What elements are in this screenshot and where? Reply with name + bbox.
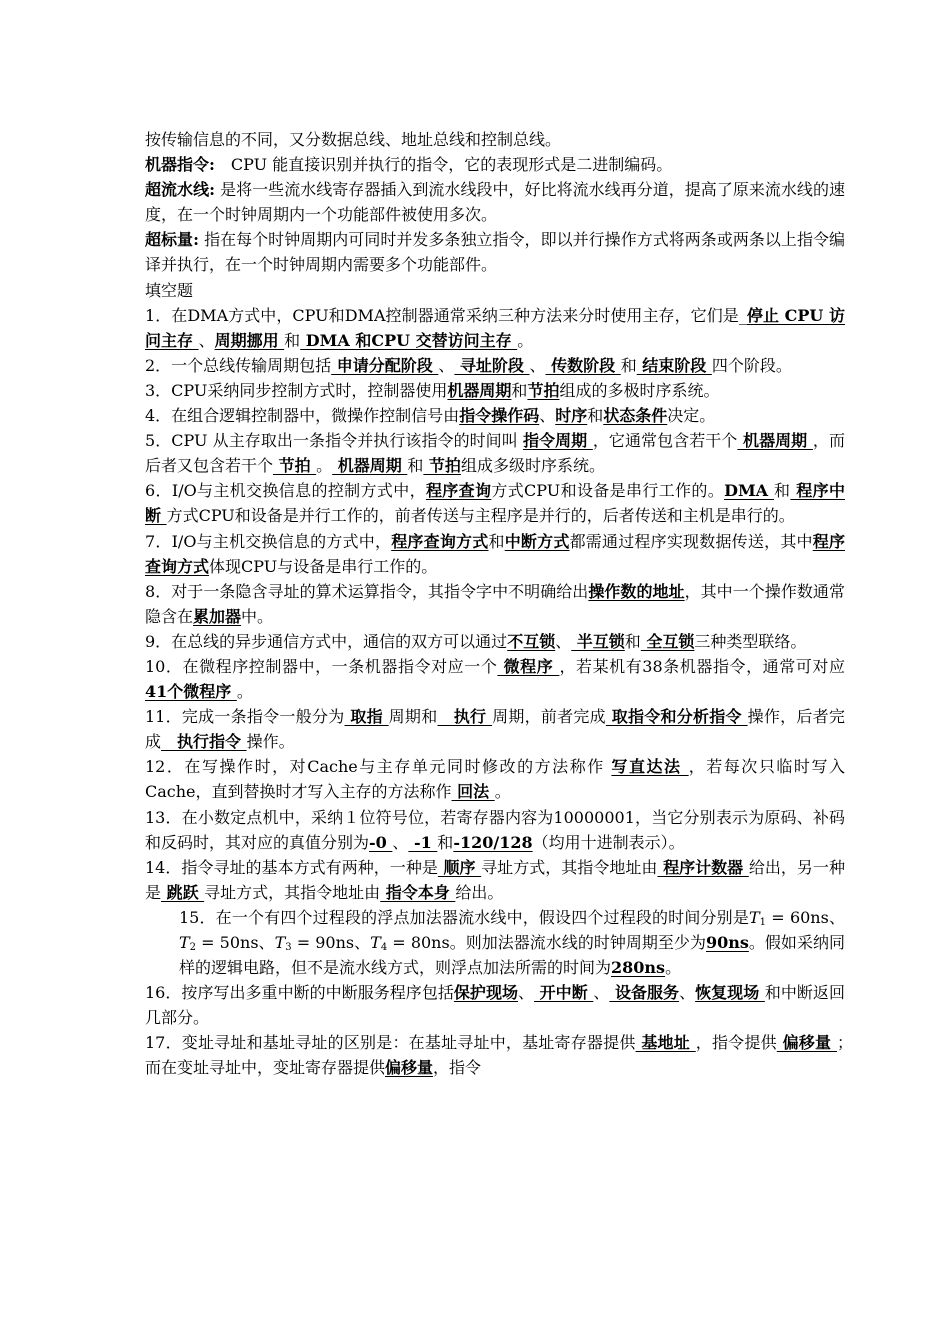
q-text: 周期和: [388, 707, 438, 727]
q-text: 寻址方式，其指令地址由: [204, 882, 381, 902]
def-superscalar: [145, 227, 845, 277]
q-text: = 50ns、: [196, 933, 275, 952]
q-text: = 60ns、: [766, 907, 845, 927]
q-text: 组成多级时序系统。: [460, 456, 605, 476]
q-text: 。假如采纳同样的逻辑电路，但不是流水线方式，则浮点加法所需的时间为: [179, 933, 845, 978]
q-text: 3．CPU采纳同步控制方式时，控制器使用: [145, 380, 448, 400]
q-text: 12．在写操作时，对Cache与主存单元同时修改的方法称作: [145, 757, 612, 777]
answer: 半互锁: [571, 631, 625, 651]
q-text: 和: [587, 406, 604, 426]
q-text: 中。: [241, 606, 274, 626]
question-17: [145, 1030, 862, 1080]
q-text: 、: [679, 983, 696, 1003]
answer: 偏移量: [776, 1033, 837, 1053]
question-9: [145, 629, 845, 654]
answer: 申请分配阶段: [331, 355, 439, 375]
q-text: 、: [392, 832, 409, 852]
answer: 指令周期: [522, 431, 593, 451]
q-text: ，它通常包含若干个: [592, 431, 738, 451]
answer: 41个微程序: [145, 682, 237, 702]
q-text: 16．按序写出多重中断的中断服务程序包括: [145, 983, 454, 1003]
question-13: [145, 805, 845, 855]
term: 超流水线:: [145, 180, 215, 200]
answer: -0: [369, 832, 393, 852]
q-text: 1．在DMA方式中，CPU和DMA控制器通常采纳三种方法来分时使用主存，它们是_: [145, 305, 747, 325]
answer: 程序查询方式: [391, 531, 489, 551]
q-text: 方式CPU和设备是并行工作的，前者传送与主程序是并行的，后者传送和主机是串行的。: [166, 506, 795, 526]
answer: 节拍: [423, 456, 461, 476]
q-text: 6．I/O与主机交换信息的控制方式中，: [145, 481, 426, 501]
answer: 节拍: [273, 456, 317, 476]
q-text: 。: [316, 456, 333, 476]
answer: 时序: [555, 406, 588, 426]
definition: CPU 能直接识别并执行的指令，它的表现形式是二进制编码。: [214, 155, 673, 175]
sub: 3: [285, 942, 292, 953]
answer: 不互锁: [507, 631, 556, 651]
question-10: [145, 654, 845, 704]
q-text: 和: [488, 531, 505, 551]
q-text: 组成的多极时序系统。: [559, 380, 720, 400]
q-text: 8．对于一条隐含寻址的算术运算指令，其指令字中不明确给出: [145, 581, 589, 601]
q-text: 17．变址寻址和基址寻址的区别是：在基址寻址中，基址寄存器提供: [145, 1033, 636, 1053]
answer: 开中断: [534, 983, 594, 1003]
q-text: 决定。: [667, 406, 716, 426]
answer: 寻址阶段: [454, 355, 530, 375]
question-12: [145, 754, 845, 804]
answer: 指令操作码: [459, 406, 540, 426]
var-t: T: [274, 933, 286, 952]
q-text: 操作。: [246, 732, 295, 752]
var-t: T: [749, 907, 760, 927]
answer: 程序查询: [425, 481, 492, 501]
answer: 微程序: [497, 656, 560, 676]
var-t: T: [370, 933, 381, 952]
answer: 执行指令: [161, 732, 247, 752]
answer: 顺序: [437, 857, 482, 877]
q-text: ，指令提供: [695, 1033, 777, 1053]
answer: 90ns: [705, 933, 749, 952]
answer: 取指令和分析指令: [605, 707, 748, 727]
answer: 偏移量: [385, 1058, 434, 1078]
q-text: 和中断返回几部分。: [145, 983, 845, 1028]
q-text: ； 而在变址寻址中，变址寄存器提供: [145, 1033, 862, 1078]
answer: 节拍: [527, 380, 560, 400]
question-6: [145, 478, 845, 528]
q-text: 9．在总线的异步通信方式中，通信的双方可以通过: [145, 631, 508, 651]
q-text: 都需通过程序实现数据传送，其中: [569, 531, 813, 551]
q-text: （均用十进制表示）。: [532, 832, 685, 852]
answer: 恢复现场: [695, 983, 765, 1003]
var-t: T: [179, 933, 190, 952]
answer: 机器周期: [332, 456, 408, 476]
q-text: 寻址方式，其指令地址由: [481, 857, 658, 877]
q-text: 7．I/O与主机交换信息的方式中，: [145, 531, 392, 551]
question-15: [145, 905, 845, 980]
answer: 中断方式: [504, 531, 570, 551]
q-text: = 80ns。则加法器流水线的时钟周期至少为: [387, 933, 706, 952]
q-text: 、: [198, 330, 215, 350]
question-7: [145, 529, 845, 579]
q-text: ，若每次只临时写入Cache，直到替换时才写入主存的方法称作: [145, 757, 845, 802]
q-text: 、: [529, 355, 546, 375]
q-text: 操作，后者完成: [145, 707, 845, 752]
answer: 机器周期: [737, 431, 813, 451]
q-text: 和: [284, 330, 301, 350]
q-text: 5．CPU 从主存取出一条指令并执行该指令的时间叫: [145, 431, 523, 451]
q-text: ，其中一个操作数通常隐含在: [145, 581, 845, 626]
q-text: 和: [407, 456, 424, 476]
q-text: 体现CPU与设备是串行工作的。: [209, 556, 438, 576]
q-text: 。: [494, 782, 511, 802]
sub: 2: [189, 942, 197, 953]
def-machine-instruction: [145, 152, 845, 177]
q-text: ，若某机有38条机器指令，通常可对应: [559, 656, 845, 676]
q-text: 和: [620, 355, 637, 375]
q-text: 、: [593, 983, 610, 1003]
answer: 周期挪用: [214, 330, 285, 350]
answer: 跳跃: [161, 882, 205, 902]
answer: 程序计数器: [657, 857, 749, 877]
answer: 机器周期: [447, 380, 512, 400]
q-text: 、: [438, 355, 455, 375]
definition: 是将一些流水线寄存器插入到流水线段中，好比将流水线再分道，提高了原来流水线的速度，在一个时钟周期内一个功能部件被使用多次。: [145, 180, 845, 225]
q-text: 和: [437, 832, 454, 852]
answer: 停止 CPU 访问主存: [145, 305, 845, 350]
q-text: 。: [517, 330, 534, 350]
answer: -1: [408, 832, 438, 852]
answer: -120/128: [453, 832, 533, 852]
question-2: [145, 353, 845, 378]
answer: DMA 和CPU 交替访问主存: [300, 330, 518, 350]
question-16: [145, 980, 845, 1030]
q-text: 和: [511, 380, 528, 400]
answer: 指令本身: [380, 882, 456, 902]
answer: 保护现场: [453, 983, 519, 1003]
answer: 程序中断: [145, 481, 845, 526]
q-text: 13．在小数定点机中，采纳１位符号位，若寄存器内容为10000001，当它分别表示为原码、补码和反码时，其对应的真值分别为: [145, 807, 845, 852]
q-text: 四个阶段。: [711, 355, 792, 375]
question-14: [145, 855, 845, 905]
q-text: 4．在组合逻辑控制器中，微操作控制信号由: [145, 406, 460, 426]
answer: 传数阶段: [545, 355, 621, 375]
q-text: 15．在一个有四个过程段的浮点加法器流水线中，假设四个过程段的时间分别是: [179, 907, 749, 927]
q-text: 和: [774, 481, 791, 501]
question-4: [145, 403, 845, 428]
answer: 基地址: [635, 1033, 696, 1053]
q-text: 、: [518, 983, 535, 1003]
question-5: [145, 428, 845, 478]
answer: 取指: [344, 707, 389, 727]
question-3: [145, 378, 845, 403]
question-8: [145, 579, 845, 629]
term: 机器指令:: [145, 155, 215, 175]
answer: DMA: [724, 481, 775, 501]
answer: 280ns: [611, 958, 666, 978]
q-text: 三种类型联络。: [694, 631, 807, 651]
q-text: 方式CPU和设备是串行工作的。: [491, 481, 725, 501]
answer: 全互锁: [640, 631, 695, 651]
answer: 程序查询方式: [145, 531, 845, 576]
answer: 结束阶段: [636, 355, 712, 375]
answer: 累加器: [193, 606, 242, 626]
intro-line: 按传输信息的不同，又分数据总线、地址总线和控制总线。: [145, 130, 562, 149]
answer: 写直达法: [611, 757, 689, 777]
document-page: [145, 127, 862, 1081]
q-text: 、: [539, 406, 556, 426]
question-1: [145, 303, 845, 353]
q-text: 11．完成一条指令一般分为: [145, 707, 345, 727]
q-text: = 90ns、: [291, 933, 371, 952]
q-text: 、: [555, 631, 572, 651]
definition: 指在每个时钟周期内可同时并发多条独立指令，即以并行操作方式将两条或两条以上指令编译并执行，在一个时钟周期内需要多个功能部件。: [145, 230, 845, 275]
question-11: [145, 704, 845, 754]
q-text: 和: [624, 631, 641, 651]
q-text: 2．一个总线传输周期包括: [145, 355, 332, 375]
q-text: 。: [236, 682, 253, 702]
sub: 4: [380, 942, 388, 953]
q-text: 给出。: [455, 882, 504, 902]
q-text: 。: [665, 958, 682, 978]
answer: 操作数的地址: [588, 581, 685, 601]
q-text: ，指令: [433, 1058, 482, 1078]
answer: 回法: [451, 782, 495, 802]
answer: 状态条件: [603, 406, 668, 426]
answer: 设备服务: [609, 983, 680, 1003]
q-text: ，而后者又包含若干个: [145, 431, 845, 476]
sub: 1: [759, 916, 767, 928]
answer: 执行: [437, 707, 493, 727]
q-text: 14．指令寻址的基本方式有两种，一种是: [145, 857, 438, 877]
q-text: 周期，前者完成: [492, 707, 606, 727]
def-superpipeline: [145, 177, 845, 227]
q-text: 给出，另一种是: [145, 857, 845, 902]
section-title: 填空题: [145, 280, 194, 300]
term: 超标量:: [145, 230, 199, 250]
q-text: 10．在微程序控制器中，一条机器指令对应一个: [145, 656, 498, 676]
